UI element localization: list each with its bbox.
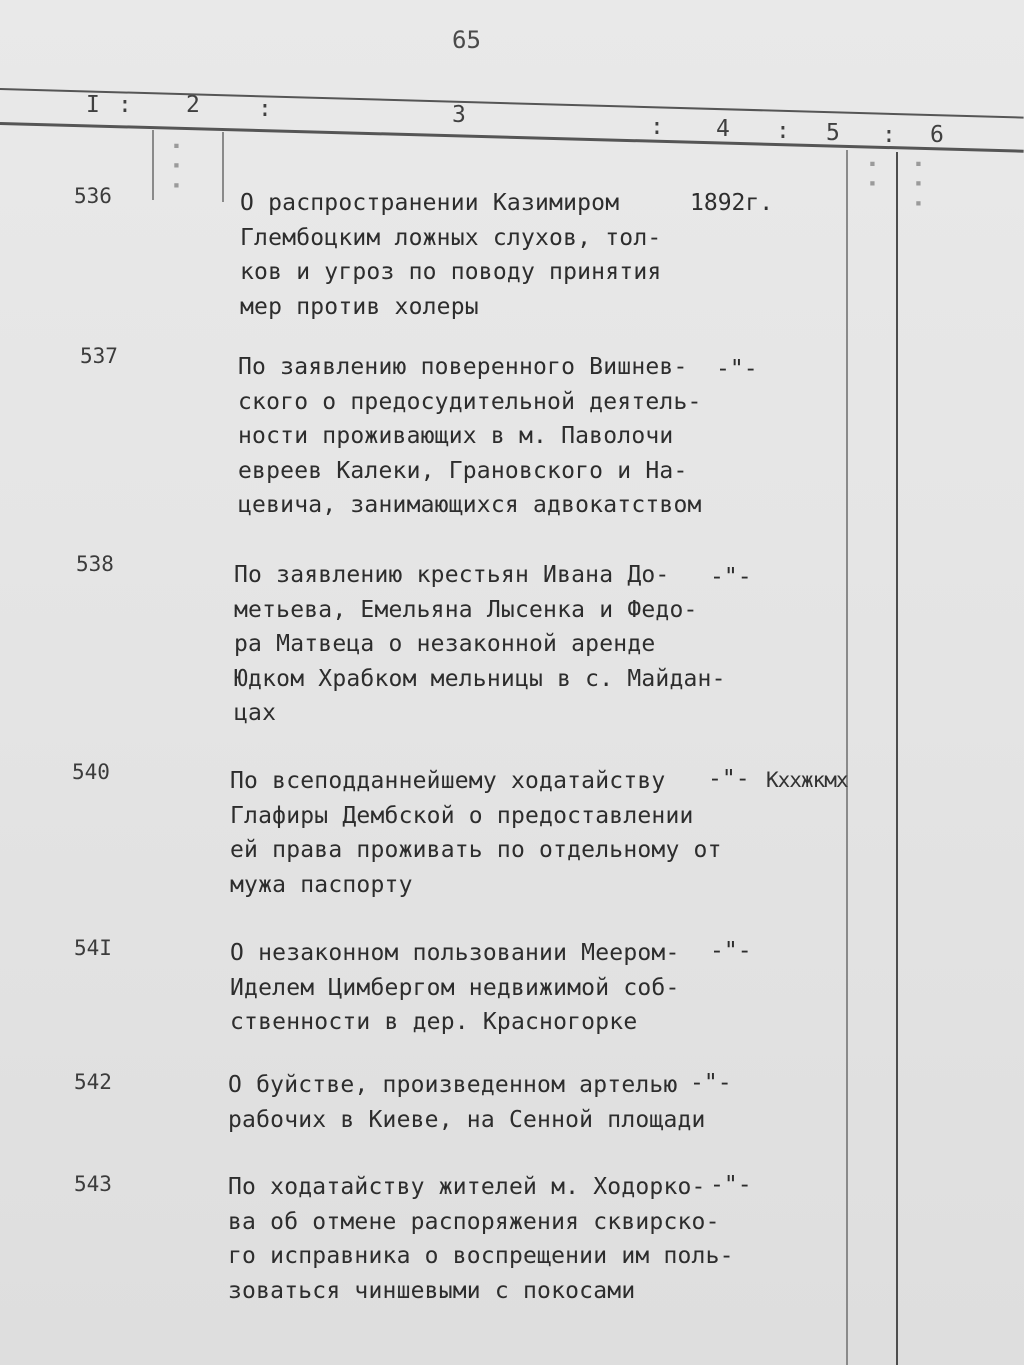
column-3-header: 3 <box>452 102 466 128</box>
entry-ditto-mark: -"- <box>716 356 758 382</box>
column-6-header: 6 <box>930 122 944 148</box>
entry-number: 54I <box>74 936 112 960</box>
page-number: 65 <box>452 26 481 54</box>
column-separator: : <box>650 114 664 140</box>
entry-description: По заявлению крестьян Ивана До- метьева, Емельяна Лысенка и Федо- ра Матвеца о незаконной аренде Юдком Храбком мельницы в с. Майдан- цах <box>234 562 726 726</box>
column-rule <box>152 130 154 200</box>
header-stamp-mark: ▪ ▪ ▪ <box>170 140 183 193</box>
header-stamp-mark: ▪ ▪ <box>866 158 879 191</box>
column-4-header: 4 <box>716 116 730 142</box>
entry-description: По всеподданнейшему ходатайству Глафиры Дембской о предоставлении ей права проживать по отдельному от мужа паспорту <box>230 768 722 898</box>
entry-number: 540 <box>72 760 110 784</box>
column-separator: : <box>776 118 790 144</box>
entry-description: О буйстве, произведенном артелью рабочих в Киеве, на Сенной площади <box>228 1072 706 1133</box>
column-1-header: I <box>86 92 100 118</box>
entry-ditto-mark: -"- <box>710 938 752 964</box>
header-stamp-mark: ▪ ▪ ▪ <box>912 158 925 211</box>
entry-ditto-mark: -"- <box>708 766 750 792</box>
entry-ditto-mark: -"- <box>710 564 752 590</box>
column-separator: : <box>882 122 896 148</box>
entry-ditto-mark: -"- <box>690 1070 732 1096</box>
entry-number: 543 <box>74 1172 112 1196</box>
column-rule <box>222 132 224 202</box>
entry-number: 536 <box>74 184 112 208</box>
entry-description: По ходатайству жителей м. Ходорко- ва об отмене распоряжения сквирско- го исправника о воспрещении им поль- зоваться чиншевыми с покосами <box>228 1174 734 1304</box>
entry-description: О незаконном пользовании Меером- Иделем Цимбергом недвижимой соб- ственности в дер. Красногорке <box>230 940 680 1035</box>
entry-number: 537 <box>80 344 118 368</box>
column-5-header: 5 <box>826 120 840 146</box>
entry-number: 542 <box>74 1070 112 1094</box>
column-separator: : <box>118 92 132 118</box>
column-rule <box>846 150 848 1365</box>
column-2-header: 2 <box>186 92 200 118</box>
entry-description: О распространении Казимиром Глембоцким ложных слухов, тол- ков и угроз по поводу принятия мер против холеры <box>240 190 662 320</box>
header-top-rule <box>0 88 1024 119</box>
entry-ditto-mark: -"- <box>710 1172 752 1198</box>
column-rule <box>896 152 898 1365</box>
entry-number: 538 <box>76 552 114 576</box>
column-separator: : <box>258 96 272 122</box>
entry-date: 1892г. <box>690 190 774 216</box>
entry-overtyped-note: Кххжкмх <box>766 768 848 792</box>
entry-description: По заявлению поверенного Вишнев- ского о предосудительной деятель- ности проживающих в м. Паволочи евреев Калеки, Грановского и На- цевича, занимающихся адвокатством <box>238 354 702 518</box>
